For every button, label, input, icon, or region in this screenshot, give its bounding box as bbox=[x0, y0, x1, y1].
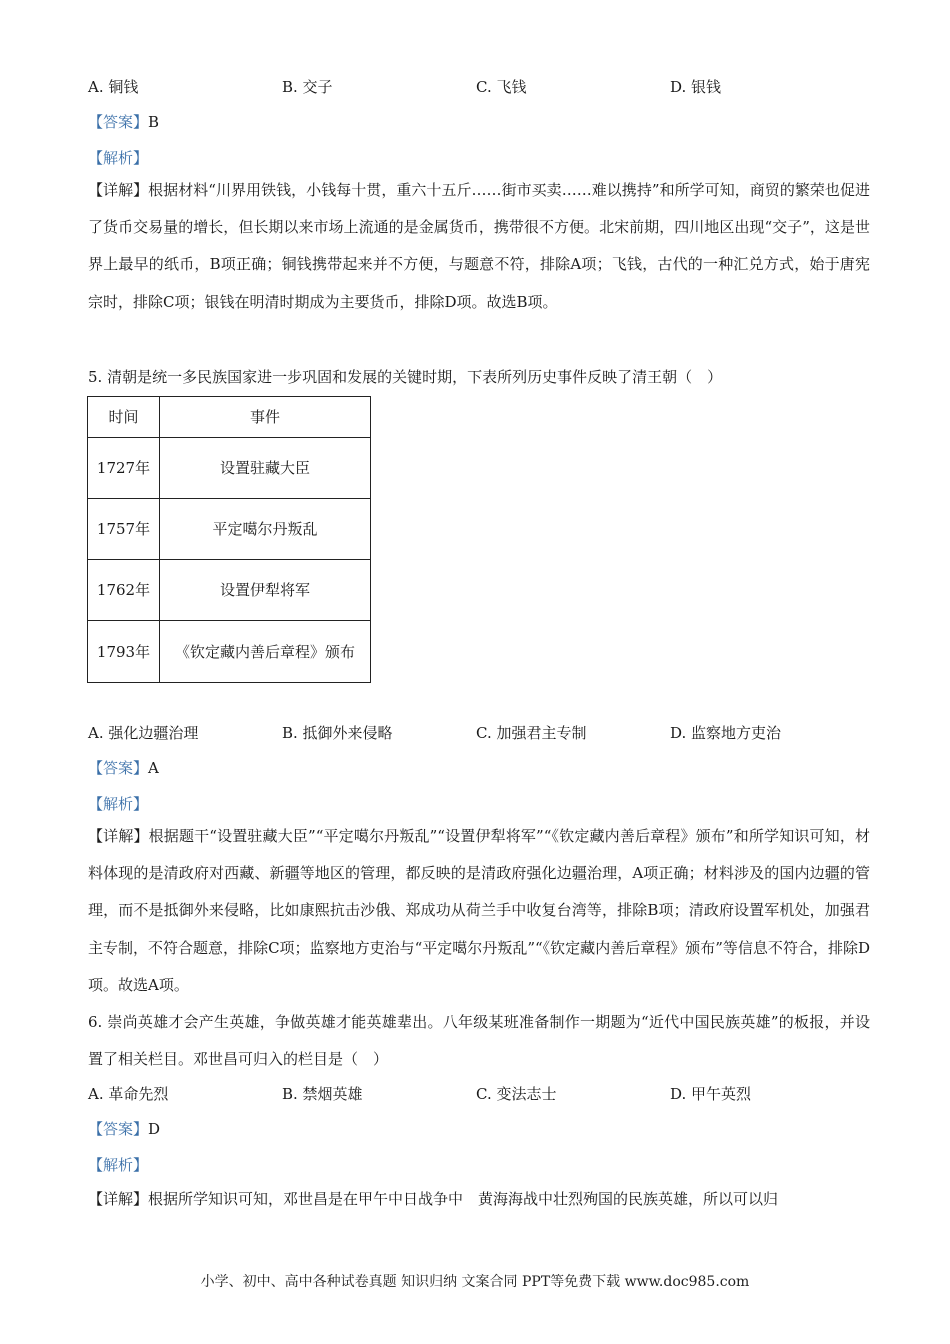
table-header-row bbox=[88, 397, 371, 438]
q6-options bbox=[88, 1083, 868, 1105]
answer-value: A bbox=[148, 759, 159, 777]
q4-option-a: A. 铜钱 bbox=[88, 78, 139, 96]
q4-options bbox=[88, 76, 868, 98]
q5-detail bbox=[88, 818, 870, 1004]
q6-answer bbox=[88, 1118, 160, 1139]
detail-tag: 【详解】 bbox=[88, 1190, 149, 1208]
page-footer: 小学、初中、高中各种试卷真题 知识归纳 文案合同 PPT等免费下载 www.doc985.com bbox=[200, 1274, 750, 1290]
q6-option-d: D. 甲午英烈 bbox=[670, 1085, 752, 1103]
q6-option-c: C. 变法志士 bbox=[476, 1085, 557, 1103]
q4-answer bbox=[88, 111, 159, 132]
q5-option-c: C. 加强君主专制 bbox=[476, 724, 587, 742]
q5-options bbox=[88, 722, 868, 744]
answer-value: D bbox=[148, 1120, 161, 1138]
table-header-event: 事件 bbox=[160, 397, 371, 438]
q5-option-a: A. 强化边疆治理 bbox=[88, 724, 199, 742]
detail-text: 根据材料“川界用铁钱，小钱每十贯，重六十五斤……街市买卖……难以携持”和所学可知，商贸的繁荣也促进了货币交易量的增长，但长期以来市场上流通的是金属货币，携带很不方便。北宋前期，四川地区出现“交子”，这是世界上最早的纸币，B项正确；铜钱携带起来并不方便，与题意不符，排除A项；飞钱，古代的一种汇兑方式，始于唐宪宗时，排除C项；银钱在明清时期成为主要货币，排除D项。故选B项。 bbox=[88, 181, 870, 311]
table-cell-event: 设置驻藏大臣 bbox=[160, 438, 371, 499]
table-cell-time: 1762年 bbox=[88, 560, 160, 621]
table-cell-event: 《钦定藏内善后章程》颁布 bbox=[160, 621, 371, 683]
answer-tag: 【答案】 bbox=[88, 1120, 149, 1138]
table-cell-time: 1757年 bbox=[88, 499, 160, 560]
q4-option-b: B. 交子 bbox=[282, 78, 333, 96]
q6-option-a: A. 革命先烈 bbox=[88, 1085, 169, 1103]
answer-tag: 【答案】 bbox=[88, 113, 149, 131]
table-header-time: 时间 bbox=[88, 397, 160, 438]
table-cell-time: 1793年 bbox=[88, 621, 160, 683]
q4-detail bbox=[88, 172, 870, 321]
q4-option-c: C. 飞钱 bbox=[476, 78, 527, 96]
answer-tag: 【答案】 bbox=[88, 759, 149, 777]
table-row bbox=[88, 560, 371, 621]
q5-analysis-tag: 【解析】 bbox=[88, 795, 149, 813]
table-row bbox=[88, 438, 371, 499]
q6-option-b: B. 禁烟英雄 bbox=[282, 1085, 363, 1103]
detail-tag: 【详解】 bbox=[88, 827, 149, 845]
table-row bbox=[88, 621, 371, 683]
detail-text: 根据题干“设置驻藏大臣”“平定噶尔丹叛乱”“设置伊犁将军”“《钦定藏内善后章程》颁布”和所学知识可知，材料体现的是清政府对西藏、新疆等地区的管理，都反映的是清政府强化边疆治理，A项正确；材料涉及的国内边疆的管理，而不是抵御外来侵略，比如康熙抗击沙俄、郑成功从荷兰手中收复台湾等，排除B项；清政府设置军机处，加强君主专制，不符合题意，排除C项；监察地方吏治与“平定噶尔丹叛乱”“《钦定藏内善后章程》颁布”等信息不符合，排除D项。故选A项。 bbox=[88, 827, 870, 994]
q5-answer bbox=[88, 757, 159, 778]
detail-tag: 【详解】 bbox=[88, 181, 149, 199]
q5-option-d: D. 监察地方吏治 bbox=[670, 724, 782, 742]
q6-analysis-tag: 【解析】 bbox=[88, 1156, 149, 1174]
table-cell-event: 平定噶尔丹叛乱 bbox=[160, 499, 371, 560]
events-table bbox=[87, 396, 371, 683]
answer-value: B bbox=[148, 113, 160, 131]
table-cell-time: 1727年 bbox=[88, 438, 160, 499]
q4-option-d: D. 银钱 bbox=[670, 78, 722, 96]
q5-stem: 5. 清朝是统一多民族国家进一步巩固和发展的关键时期，下表所列历史事件反映了清王朝（ ） bbox=[88, 368, 723, 386]
q6-detail bbox=[88, 1188, 870, 1209]
table-cell-event: 设置伊犁将军 bbox=[160, 560, 371, 621]
table-row bbox=[88, 499, 371, 560]
detail-text: 根据所学知识可知，邓世昌是在甲午中日战争中 黄海海战中壮烈殉国的民族英雄，所以可以归 bbox=[148, 1190, 779, 1208]
q4-analysis-tag: 【解析】 bbox=[88, 149, 149, 167]
q6-stem: 6. 崇尚英雄才会产生英雄，争做英雄才能英雄辈出。八年级某班准备制作一期题为“近代中国民族英雄”的板报，并设置了相关栏目。邓世昌可归入的栏目是（ ） bbox=[88, 1013, 870, 1069]
q5-option-b: B. 抵御外来侵略 bbox=[282, 724, 393, 742]
